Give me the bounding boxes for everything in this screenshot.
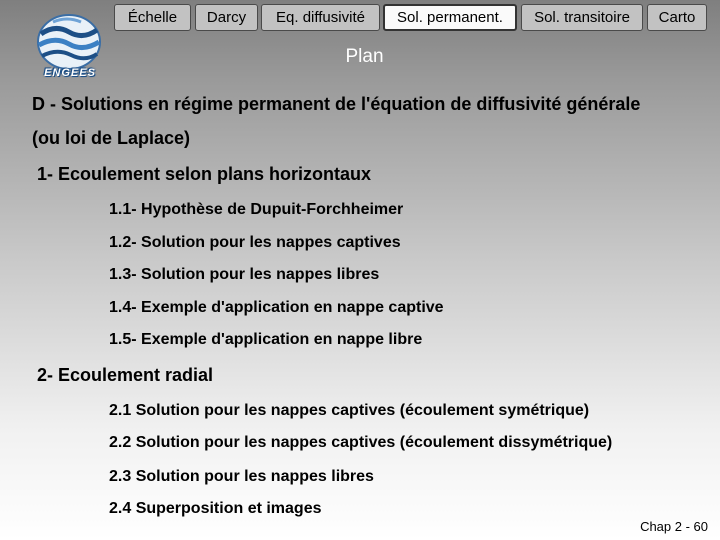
list-item: 1.4- Exemple d'application en nappe captive	[109, 299, 444, 316]
list-item: 2.3 Solution pour les nappes libres	[109, 468, 374, 485]
list-item: 2.1 Solution pour les nappes captives (écoulement symétrique)	[109, 402, 590, 419]
list-item: 1.3- Solution pour les nappes libres	[109, 266, 380, 283]
section-1-title: 1- Ecoulement selon plans horizontaux	[37, 164, 372, 184]
tab-darcy[interactable]: Darcy	[195, 4, 258, 31]
heading-line-1: D - Solutions en régime permanent de l'équation de diffusivité générale	[32, 94, 641, 114]
tab-echelle[interactable]: Échelle	[114, 4, 191, 31]
list-item: 1.1- Hypothèse de Dupuit-Forchheimer	[109, 201, 404, 218]
list-item: 2.2 Solution pour les nappes captives (écoulement dissymétrique)	[109, 434, 613, 451]
heading-line-2: (ou loi de Laplace)	[32, 128, 191, 148]
list-item: 1.2- Solution pour les nappes captives	[109, 234, 401, 251]
tab-carto[interactable]: Carto	[647, 4, 707, 31]
page-number: Chap 2 - 60	[640, 519, 708, 534]
tab-sol-permanent[interactable]: Sol. permanent.	[383, 4, 517, 31]
list-item: 2.4 Superposition et images	[109, 500, 322, 517]
plan-title: Plan	[345, 46, 384, 67]
list-item: 1.5- Exemple d'application en nappe libre	[109, 331, 423, 348]
tab-sol-transitoire[interactable]: Sol. transitoire	[521, 4, 643, 31]
tab-eq-diffusivite[interactable]: Eq. diffusivité	[261, 4, 380, 31]
logo-text: ENGEES	[44, 67, 96, 79]
section-2-title: 2- Ecoulement radial	[37, 365, 214, 385]
